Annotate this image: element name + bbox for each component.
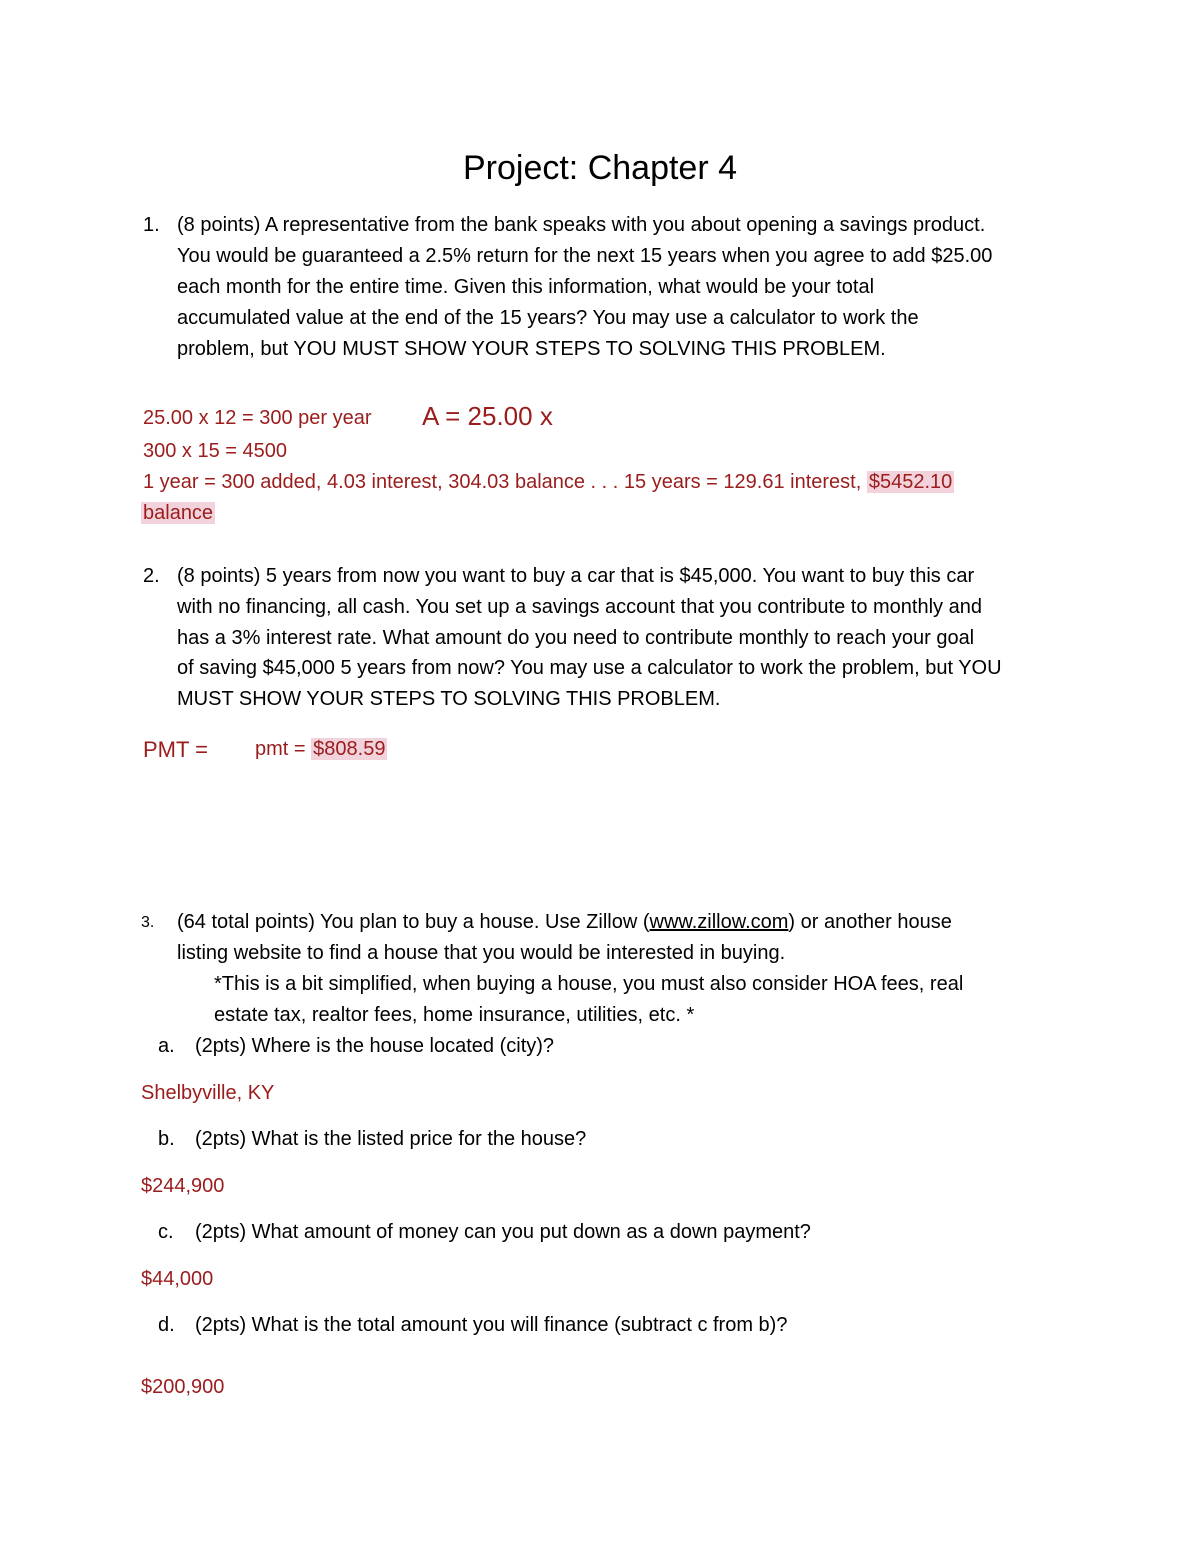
q2-answer-pmt-highlight: $808.59	[313, 738, 386, 760]
part-d-question: (2pts) What is the total amount you will finance (subtract c from b)?	[195, 1314, 788, 1336]
question-2-number: 2.	[143, 565, 160, 587]
question-3-line-1	[177, 907, 952, 938]
q1-answer-line-4	[141, 498, 215, 529]
q1-answer-balance-highlight: $5452.10	[868, 471, 953, 493]
part-a-answer: Shelbyville, KY	[141, 1082, 275, 1104]
q1-answer-formula: A = 25.00 x	[422, 401, 553, 431]
q2-answer-pmt-label: PMT =	[143, 737, 209, 762]
question-1-line-1: (8 points) A representative from the bank speaks with you about opening a savings product.	[177, 214, 986, 236]
part-b-answer: $244,900	[141, 1175, 225, 1197]
question-1-line-2: You would be guaranteed a 2.5% return for the next 15 years when you agree to add $25.00	[177, 245, 993, 267]
part-c-question: (2pts) What amount of money can you put down as a down payment?	[195, 1221, 811, 1243]
q1-answer-balance-word: balance	[143, 502, 214, 524]
part-b-question: (2pts) What is the listed price for the house?	[195, 1128, 587, 1150]
question-3-line-1-post: ) or another house	[788, 911, 952, 933]
part-a-question: (2pts) Where is the house located (city)?	[195, 1035, 555, 1057]
question-3-note-line-1: *This is a bit simplified, when buying a house, you must also consider HOA fees, real	[214, 973, 964, 995]
question-1-line-5: problem, but YOU MUST SHOW YOUR STEPS TO SOLVING THIS PROBLEM.	[177, 338, 886, 360]
question-2-line-2: with no financing, all cash. You set up a savings account that you contribute to monthly and	[177, 596, 982, 618]
q2-answer-pmt	[255, 734, 387, 765]
part-d-letter: d.	[158, 1314, 175, 1336]
part-b-letter: b.	[158, 1128, 175, 1150]
part-d-answer: $200,900	[141, 1376, 225, 1398]
page-title: Project: Chapter 4	[462, 149, 738, 187]
question-1-line-3: each month for the entire time. Given this information, what would be your total	[177, 276, 875, 298]
question-1-number: 1.	[143, 214, 160, 236]
q1-answer-line-3	[143, 467, 954, 498]
q2-answer-pmt-text: pmt =	[255, 738, 306, 760]
question-3-note-line-2: estate tax, realtor fees, home insurance, utilities, etc. *	[214, 1004, 695, 1026]
question-3-line-2: listing website to find a house that you would be interested in buying.	[177, 942, 786, 964]
q1-answer-line-2: 300 x 15 = 4500	[143, 440, 288, 462]
question-2-line-4: of saving $45,000 5 years from now? You may use a calculator to work the problem, but YOU	[177, 657, 1002, 679]
question-2-line-1: (8 points) 5 years from now you want to buy a car that is $45,000. You want to buy this car	[177, 565, 975, 587]
q1-answer-line-1: 25.00 x 12 = 300 per year	[143, 407, 372, 429]
zillow-link[interactable]: www.zillow.com	[649, 911, 789, 933]
q1-answer-line-3-text: 1 year = 300 added, 4.03 interest, 304.03 balance . . . 15 years = 129.61 interest,	[143, 471, 862, 493]
part-a-letter: a.	[158, 1035, 175, 1057]
question-1-line-4: accumulated value at the end of the 15 years? You may use a calculator to work the	[177, 307, 919, 329]
question-2-line-3: has a 3% interest rate. What amount do you need to contribute monthly to reach your goal	[177, 627, 975, 649]
part-c-letter: c.	[158, 1221, 174, 1243]
question-3-number: 3.	[141, 914, 155, 931]
part-c-answer: $44,000	[141, 1268, 214, 1290]
question-2-line-5: MUST SHOW YOUR STEPS TO SOLVING THIS PROBLEM.	[177, 688, 721, 710]
question-3-line-1-pre: (64 total points) You plan to buy a house. Use Zillow (	[177, 911, 650, 933]
